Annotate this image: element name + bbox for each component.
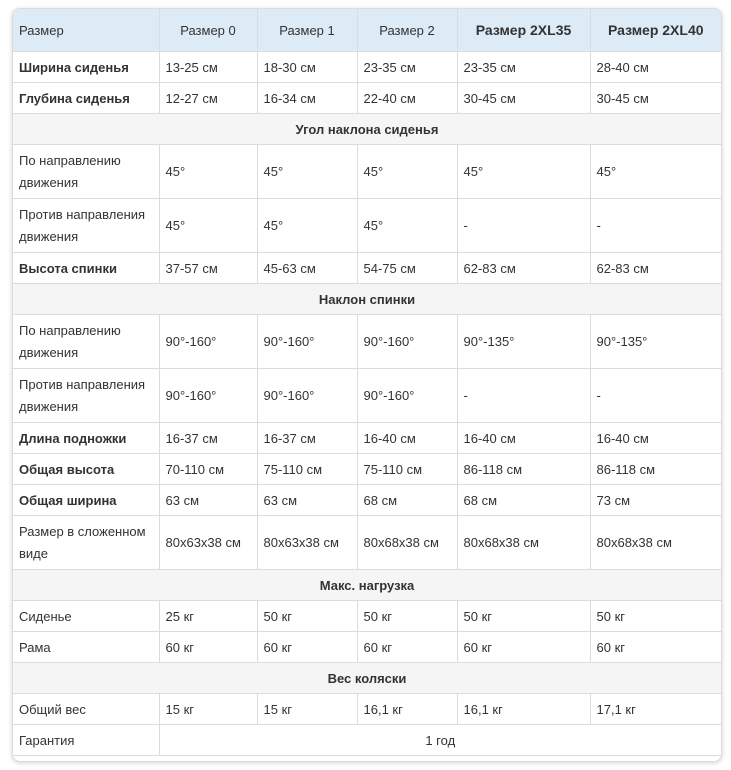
cell: 90°-160° (159, 369, 257, 423)
cell: 45° (159, 199, 257, 253)
cell: 25 кг (159, 601, 257, 632)
row-label: Высота спинки (13, 253, 159, 284)
cell: 60 кг (457, 632, 590, 663)
row-seat-width (13, 52, 721, 83)
cell: 45° (357, 199, 457, 253)
cell: 86-118 см (457, 454, 590, 485)
row-label: Общая ширина (13, 485, 159, 516)
section-title: Наклон спинки (13, 284, 721, 315)
cell: 16,1 кг (357, 694, 457, 725)
cell: 45° (357, 145, 457, 199)
cell: 73 см (590, 485, 721, 516)
cell: 50 кг (590, 601, 721, 632)
row-folded-size (13, 516, 721, 570)
section-back-tilt (13, 284, 721, 315)
row-label: По направлению движения (13, 315, 159, 369)
row-label: Ширина сиденья (13, 52, 159, 83)
cell: 90°-160° (357, 315, 457, 369)
cell: 23-35 см (457, 52, 590, 83)
cell: 86-118 см (590, 454, 721, 485)
cell: 90°-160° (159, 315, 257, 369)
cell: 16-40 см (457, 423, 590, 454)
cell: 62-83 см (590, 253, 721, 284)
section-weight (13, 663, 721, 694)
cell: 80x63x38 см (159, 516, 257, 570)
header-size-2: Размер 2 (357, 9, 457, 52)
cell: - (590, 199, 721, 253)
cell: 37-57 см (159, 253, 257, 284)
cell: 60 кг (590, 632, 721, 663)
cell: 16-40 см (590, 423, 721, 454)
row-back-tilt-forward (13, 315, 721, 369)
section-max-load (13, 570, 721, 601)
cell: 60 кг (159, 632, 257, 663)
cell: 60 кг (357, 632, 457, 663)
row-label: Длина подножки (13, 423, 159, 454)
row-total-height (13, 454, 721, 485)
header-size-1: Размер 1 (257, 9, 357, 52)
cell: 17,1 кг (590, 694, 721, 725)
cell: 60 кг (257, 632, 357, 663)
row-label: Общий вес (13, 694, 159, 725)
header-row (13, 9, 721, 52)
warranty-value: 1 год (159, 725, 721, 756)
section-title: Макс. нагрузка (13, 570, 721, 601)
row-label: По направлению движения (13, 145, 159, 199)
row-seat-depth (13, 83, 721, 114)
header-size-2xl40: Размер 2XL40 (590, 9, 721, 52)
header-size-2xl35: Размер 2XL35 (457, 9, 590, 52)
header-size-0: Размер 0 (159, 9, 257, 52)
spec-table (13, 9, 721, 756)
cell: 68 см (457, 485, 590, 516)
row-frame-load (13, 632, 721, 663)
cell: 45-63 см (257, 253, 357, 284)
row-label: Сиденье (13, 601, 159, 632)
cell: 80x68x38 см (590, 516, 721, 570)
cell: 45° (257, 199, 357, 253)
cell: 16,1 кг (457, 694, 590, 725)
cell: 45° (159, 145, 257, 199)
row-seat-angle-backward (13, 199, 721, 253)
row-label: Против направления движения (13, 199, 159, 253)
cell: 15 кг (159, 694, 257, 725)
cell: 62-83 см (457, 253, 590, 284)
cell: 22-40 см (357, 83, 457, 114)
cell: 80x68x38 см (357, 516, 457, 570)
cell: 70-110 см (159, 454, 257, 485)
row-total-weight (13, 694, 721, 725)
row-seat-load (13, 601, 721, 632)
cell: 45° (457, 145, 590, 199)
spec-table-card (12, 8, 722, 762)
cell: 90°-135° (590, 315, 721, 369)
row-footrest-length (13, 423, 721, 454)
cell: 13-25 см (159, 52, 257, 83)
cell: 15 кг (257, 694, 357, 725)
cell: 80x63x38 см (257, 516, 357, 570)
cell: 16-37 см (257, 423, 357, 454)
cell: 68 см (357, 485, 457, 516)
row-back-tilt-backward (13, 369, 721, 423)
row-seat-angle-forward (13, 145, 721, 199)
cell: - (457, 199, 590, 253)
cell: 50 кг (357, 601, 457, 632)
row-warranty (13, 725, 721, 756)
cell: 16-37 см (159, 423, 257, 454)
cell: - (457, 369, 590, 423)
cell: 16-34 см (257, 83, 357, 114)
section-seat-angle (13, 114, 721, 145)
cell: 75-110 см (357, 454, 457, 485)
cell: 23-35 см (357, 52, 457, 83)
row-label: Против направления движения (13, 369, 159, 423)
row-back-height (13, 253, 721, 284)
cell: 50 кг (457, 601, 590, 632)
cell: 90°-160° (357, 369, 457, 423)
cell: 90°-160° (257, 315, 357, 369)
cell: 90°-135° (457, 315, 590, 369)
cell: 50 кг (257, 601, 357, 632)
cell: 30-45 см (590, 83, 721, 114)
cell: 63 см (159, 485, 257, 516)
row-total-width (13, 485, 721, 516)
cell: 30-45 см (457, 83, 590, 114)
cell: 63 см (257, 485, 357, 516)
section-title: Угол наклона сиденья (13, 114, 721, 145)
cell: 28-40 см (590, 52, 721, 83)
cell: 45° (257, 145, 357, 199)
cell: 16-40 см (357, 423, 457, 454)
row-label: Рама (13, 632, 159, 663)
cell: - (590, 369, 721, 423)
row-label: Общая высота (13, 454, 159, 485)
row-label: Гарантия (13, 725, 159, 756)
cell: 12-27 см (159, 83, 257, 114)
cell: 90°-160° (257, 369, 357, 423)
section-title: Вес коляски (13, 663, 721, 694)
cell: 45° (590, 145, 721, 199)
cell: 54-75 см (357, 253, 457, 284)
row-label: Размер в сложенном виде (13, 516, 159, 570)
cell: 80x68x38 см (457, 516, 590, 570)
header-size: Размер (13, 9, 159, 52)
cell: 75-110 см (257, 454, 357, 485)
cell: 18-30 см (257, 52, 357, 83)
row-label: Глубина сиденья (13, 83, 159, 114)
